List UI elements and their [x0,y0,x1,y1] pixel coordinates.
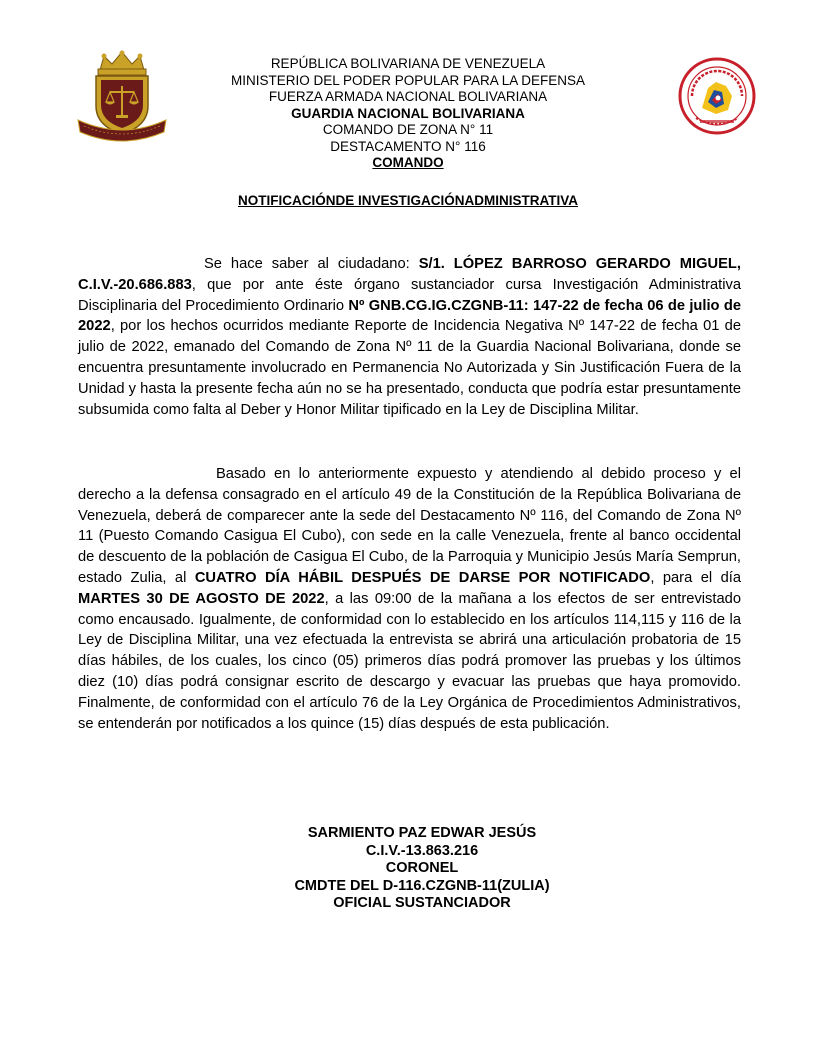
gnb-shield-emblem-icon [76,50,168,146]
signature-rank: CORONEL [385,860,459,877]
header-detachment: DESTACAMENTO N° 116 [330,138,486,154]
paragraph1-text-2: , que por ante éste órgano sustanciador cursa Investigación Administrativa Disciplinaria del Procedimiento Ordinario [78,276,741,314]
paragraph-summons [78,464,741,734]
paragraph1-citizen-name: S/1. LÓPEZ BARROSO GERARDO MIGUEL, C.I.V.-20.686.883 [78,256,741,293]
header-armed-forces: FUERZA ARMADA NACIONAL BOLIVARIANA [268,89,548,104]
paragraph2-text-1: Basado en lo anteriormente expuesto y atendiendo al debido proceso y el derecho a la defensa consagrado en el artículo 49 de la Constitución de la República Bolivariana de Venezuela, deberá de comparecer ante la sede del Destacamento Nº 116, del Comando de Zona Nº 11 (Puesto Comando Casigua El Cubo), con sede en la calle Venezuela, frente al banco occidental de descuento de la población de Casigua El Cubo, de la Parroquia y Municipio Jesús María Semprun, estado Zulia, al [78,466,741,586]
paragraph2-deadline: CUATRO DÍA HÁBIL DESPUÉS DE DARSE POR NOTIFICADO [194,569,651,586]
document-header [170,56,646,172]
signature-position: CMDTE DEL D-116.CZGNB-11(ZULIA) [294,877,550,894]
paragraph1-text-3: , por los hechos ocurridos mediante Reporte de Incidencia Negativa Nº 147-22 de fecha 01 de julio de 2022, emanado del Comando de Zona Nº 11 de la Guardia Nacional Bolivariana, donde se encuentra presuntamente involucrado en Permanencia No Autorizada y Sin Justificación Fuera de la Unidad y hasta la presente fecha aún no se ha presentado, conducta que podría estar presuntamente subsumida como falta al Deber y Honor Militar tipificado en la Ley de Disciplina Militar. [78,318,741,418]
paragraph2-date: MARTES 30 DE AGOSTO DE 2022 [78,590,325,607]
paragraph2-text-2: , para el día [650,569,742,586]
document-title: NOTIFICACIÓNDE INVESTIGACIÓNADMINISTRATIVA [238,193,578,208]
header-command: COMANDO [372,155,444,170]
paragraph2-text-3: , a las 09:00 de la mañana a los efectos de ser entrevistado como encausado. Igualmente, de conformidad con lo establecido en los artículos 114,115 y 116 de la Ley de Disciplina Militar, una vez efectuada la entrevista se abrirá una articulación probatoria de 15 días hábiles, de los cuales, los cinco (05) primeros días podrá promover las pruebas y los últimos diez (10) días podrá consignar escrito de descargo y evacuar las pruebas que haya promovido. Finalmente, de conformidad con el artículo 76 de la Ley Orgánica de Procedimientos Administrativos, se entenderán por notificados a los quince (15) días después de esta publicación. [78,590,741,732]
paragraph-notification [78,254,741,420]
header-country: REPÚBLICA BOLIVARIANA DE VENEZUELA [270,56,546,71]
header-ministry: MINISTERIO DEL PODER POPULAR PARA LA DEFENSA [230,72,586,88]
paragraph1-case-number: Nº GNB.CG.IG.CZGNB-11: 147-22 de fecha 06 de julio de 2022 [78,297,741,335]
signature-name: SARMIENTO PAZ EDWAR JESÚS [307,825,537,841]
signature-role: OFICIAL SUSTANCIADOR [333,895,511,912]
header-zone-command: COMANDO DE ZONA N° 11 [322,122,494,137]
header-guard: GUARDIA NACIONAL BOLIVARIANA [291,105,525,121]
comando-zona-11-seal-icon [678,56,756,136]
signature-block [222,825,622,913]
signature-civ: C.I.V.-13.863.216 [365,842,479,859]
paragraph1-text-1: Se hace saber al ciudadano: [204,256,419,272]
